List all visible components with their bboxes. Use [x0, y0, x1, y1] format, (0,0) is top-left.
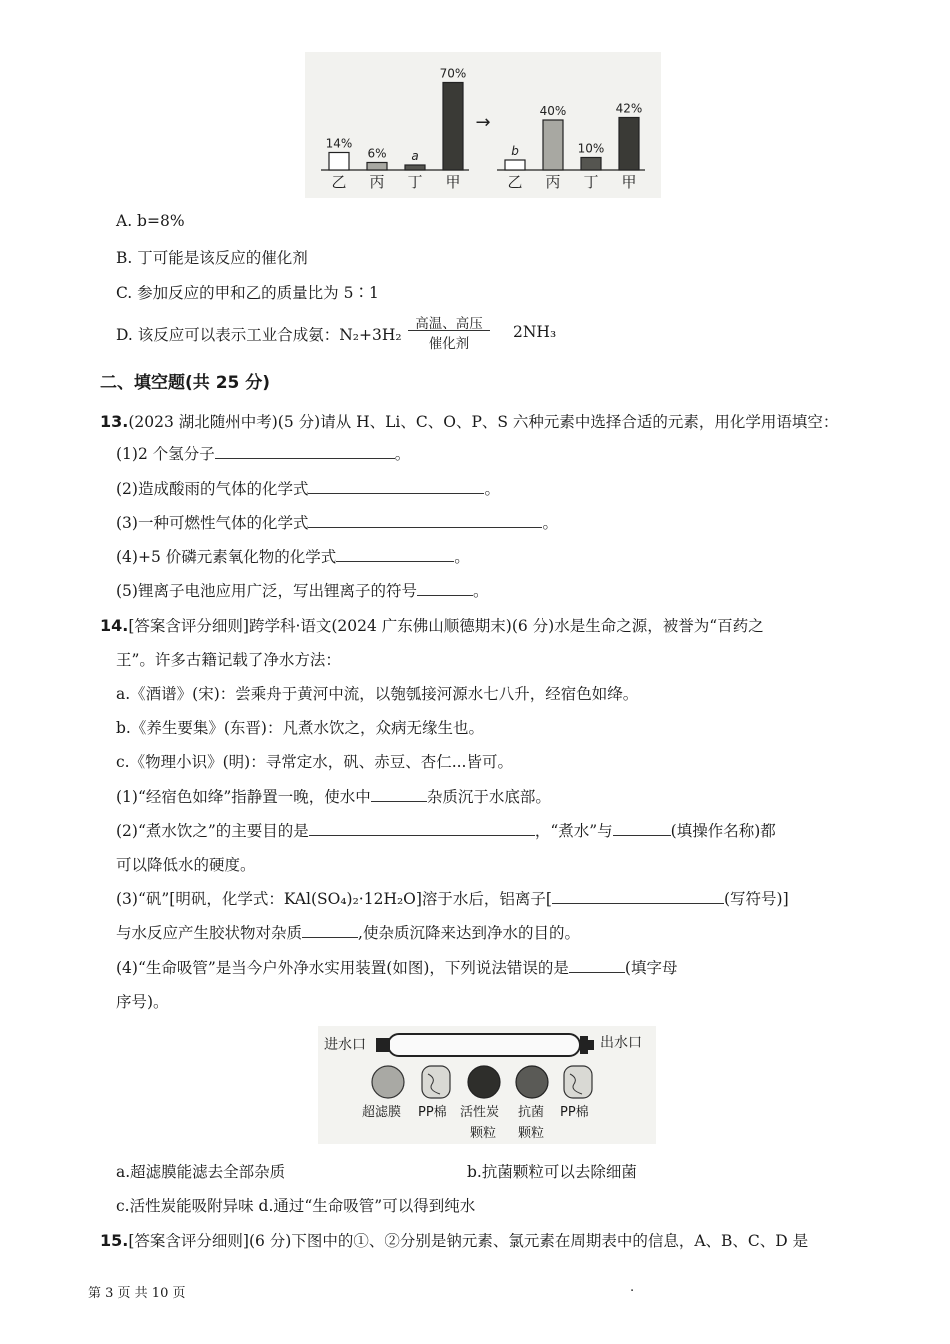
layer-label-2: PP棉 [418, 1105, 447, 1120]
straw-outlet-tip [588, 1040, 594, 1050]
q13-item-1-end: 。 [394, 445, 411, 463]
straw-outlet-cap [580, 1036, 588, 1054]
tick-label-before-3: 甲 [445, 173, 461, 191]
layer-label-5: PP棉 [560, 1105, 589, 1120]
section-heading: 二、填空题(共 25 分) [100, 373, 271, 393]
mass-fraction-chart [305, 52, 661, 198]
bar-after-1 [543, 120, 563, 170]
q12-option-d-product: 2NH₃ [513, 323, 557, 341]
bar-chart-svg [305, 52, 661, 198]
q14-part-2-mid: ，“煮水”与 [534, 822, 613, 840]
q14-part-2 [116, 819, 776, 841]
q13-item-4-text: (4)+5 价磷元素氧化物的化学式 [116, 548, 337, 566]
chart-arrow: → [475, 112, 491, 133]
q12-option-a: A. b=8% [116, 212, 185, 230]
q13-item-3 [116, 511, 558, 533]
tick-label-before-1: 丙 [369, 173, 385, 191]
q13-item-4-end: 。 [454, 548, 470, 566]
ultrafiltration-membrane-icon [372, 1066, 404, 1098]
q13-item-2-text: (2)造成酸雨的气体的化学式 [116, 480, 309, 498]
answer-blank[interactable] [308, 513, 542, 528]
q13-number: 13. [100, 412, 129, 431]
footer-dot: . [630, 1280, 635, 1295]
q14-part-4-text: (4)“生命吸管”是当今户外净水实用装置(如图)，下列说法错误的是 [116, 959, 569, 977]
q13-item-2 [116, 477, 500, 499]
q12-option-b: B. 丁可能是该反应的催化剂 [116, 249, 308, 267]
answer-blank[interactable] [552, 889, 724, 904]
q14-part-3-end: (写符号)] [723, 890, 789, 908]
q14-option-b: b.抗菌颗粒可以去除细菌 [467, 1163, 637, 1181]
q15-stem-text: [答案含评分细则](6 分)下图中的①、②分别是钠元素、氯元素在周期表中的信息，A、B、C、D 是 [128, 1232, 809, 1250]
q14-stem-text: [答案含评分细则]跨学科·语文(2024 广东佛山顺德期末)(6 分)水是生命之源，被誉为“百药之 [128, 617, 764, 635]
answer-blank[interactable] [302, 923, 358, 938]
bar-label-after-3: 42% [615, 101, 643, 116]
bar-before-2 [405, 165, 425, 170]
q14-quote-a: a.《酒谱》(宋)：尝乘舟于黄河中流，以匏瓠接河源水七八升，经宿色如绛。 [116, 685, 639, 703]
answer-blank[interactable] [569, 958, 625, 973]
bar-before-3 [443, 83, 463, 171]
q14-part-4-end: (填字母 [624, 959, 678, 977]
bar-label-after-0: b [511, 144, 519, 158]
inlet-label: 进水口 [324, 1037, 366, 1053]
antibacterial-granule-icon [516, 1066, 548, 1098]
pp-cotton-icon [564, 1066, 592, 1098]
bar-before-1 [367, 163, 387, 171]
q15-number: 15. [100, 1231, 129, 1250]
q14-part-4-line2: 序号)。 [116, 993, 169, 1011]
answer-blank[interactable] [613, 821, 671, 836]
q13-item-5-end: 。 [472, 582, 489, 600]
q13-item-1 [116, 442, 410, 464]
activated-carbon-icon [468, 1066, 500, 1098]
answer-blank[interactable] [417, 581, 473, 596]
answer-blank[interactable] [215, 444, 395, 459]
straw-inlet-cap [376, 1038, 390, 1052]
q14-part-3-line2-end: ,使杂质沉降来达到净水的目的。 [358, 924, 580, 942]
answer-blank[interactable] [309, 821, 535, 836]
q12-option-c: C. 参加反应的甲和乙的质量比为 5∶1 [116, 284, 379, 302]
q14-part-1-end: 杂质沉于水底部。 [426, 788, 551, 806]
q14-part-2-text: (2)“煮水饮之”的主要目的是 [116, 822, 309, 840]
bar-label-after-1: 40% [539, 104, 567, 118]
bar-label-before-0: 14% [325, 136, 353, 151]
q13-stem [100, 410, 838, 432]
bar-label-before-3: 70% [439, 66, 467, 81]
bar-after-2 [581, 158, 601, 171]
q15-stem [100, 1229, 808, 1251]
q14-quote-c: c.《物理小识》(明)：寻常定水，矾、赤豆、杏仁...皆可。 [116, 753, 513, 771]
bar-label-before-2: a [411, 149, 419, 163]
q14-number: 14. [100, 616, 129, 635]
q14-part-4 [116, 956, 677, 978]
q13-stem-text: (2023 湖北随州中考)(5 分)请从 H、Li、C、O、P、S 六种元素中选择合适的元素，用化学用语填空： [128, 413, 839, 431]
tick-label-after-3: 甲 [621, 173, 637, 191]
bar-label-after-2: 10% [577, 141, 605, 156]
q14-part-3 [116, 887, 789, 909]
q14-quote-b: b.《养生要集》(东晋)：凡煮水饮之，众病无缘生也。 [116, 719, 484, 737]
q14-part-3-line2 [116, 921, 580, 943]
pp-cotton-icon [422, 1066, 450, 1098]
page-footer: 第 3 页 共 10 页 [88, 1286, 186, 1301]
q12-option-d: D. 该反应可以表示工业合成氨：N₂+3H₂ [116, 326, 402, 344]
layer-label-3b: 颗粒 [470, 1126, 497, 1141]
tick-label-before-2: 丁 [407, 173, 423, 191]
bar-after-0 [505, 160, 525, 170]
q14-part-1 [116, 785, 551, 807]
reaction-arrow-line [408, 330, 490, 331]
q14-part-3-line2-text: 与水反应产生胶状物对杂质 [116, 924, 303, 942]
q14-part-1-text: (1)“经宿色如绛”指静置一晚，使水中 [116, 788, 371, 806]
q14-option-a: a.超滤膜能滤去全部杂质 [116, 1163, 286, 1181]
q13-item-5 [116, 579, 488, 601]
q14-stem-line1 [100, 614, 764, 636]
q13-item-1-text: (1)2 个氢分子 [116, 445, 215, 463]
layer-label-4b: 颗粒 [518, 1126, 545, 1141]
q14-part-2-end: (填操作名称)都 [670, 822, 776, 840]
bar-after-3 [619, 118, 639, 171]
bar-before-0 [329, 153, 349, 171]
q13-item-3-end: 。 [542, 514, 558, 532]
answer-blank[interactable] [308, 479, 484, 494]
straw-tube [388, 1034, 580, 1056]
tick-label-after-2: 丁 [583, 173, 599, 191]
q13-item-5-text: (5)锂离子电池应用广泛，写出锂离子的符号 [116, 582, 417, 600]
q14-stem-line2: 王”。许多古籍记载了净水方法： [116, 651, 341, 669]
q14-part-2-line2: 可以降低水的硬度。 [116, 856, 256, 874]
tick-label-before-0: 乙 [331, 173, 347, 191]
q13-item-4 [116, 545, 470, 567]
bar-label-before-1: 6% [367, 146, 387, 161]
reaction-condition-bottom: 催化剂 [428, 336, 470, 352]
layer-label-1: 超滤膜 [362, 1105, 402, 1120]
q14-part-3-text: (3)“矾”[明矾，化学式：KAl(SO₄)₂·12H₂O]溶于水后，铝离子[ [116, 890, 552, 908]
answer-blank[interactable] [371, 787, 427, 802]
q14-option-cd: c.活性炭能吸附异味 d.通过“生命吸管”可以得到纯水 [116, 1197, 476, 1215]
layer-label-4: 抗菌 [518, 1105, 545, 1120]
reaction-condition-top: 高温、高压 [415, 316, 483, 332]
q13-item-2-end: 。 [484, 480, 500, 498]
answer-blank[interactable] [336, 547, 454, 562]
tick-label-after-1: 丙 [545, 173, 561, 191]
life-straw-figure [318, 1026, 656, 1144]
tick-label-after-0: 乙 [507, 173, 523, 191]
q13-item-3-text: (3)一种可燃性气体的化学式 [116, 514, 309, 532]
outlet-label: 出水口 [600, 1035, 642, 1051]
layer-label-3: 活性炭 [460, 1105, 500, 1120]
